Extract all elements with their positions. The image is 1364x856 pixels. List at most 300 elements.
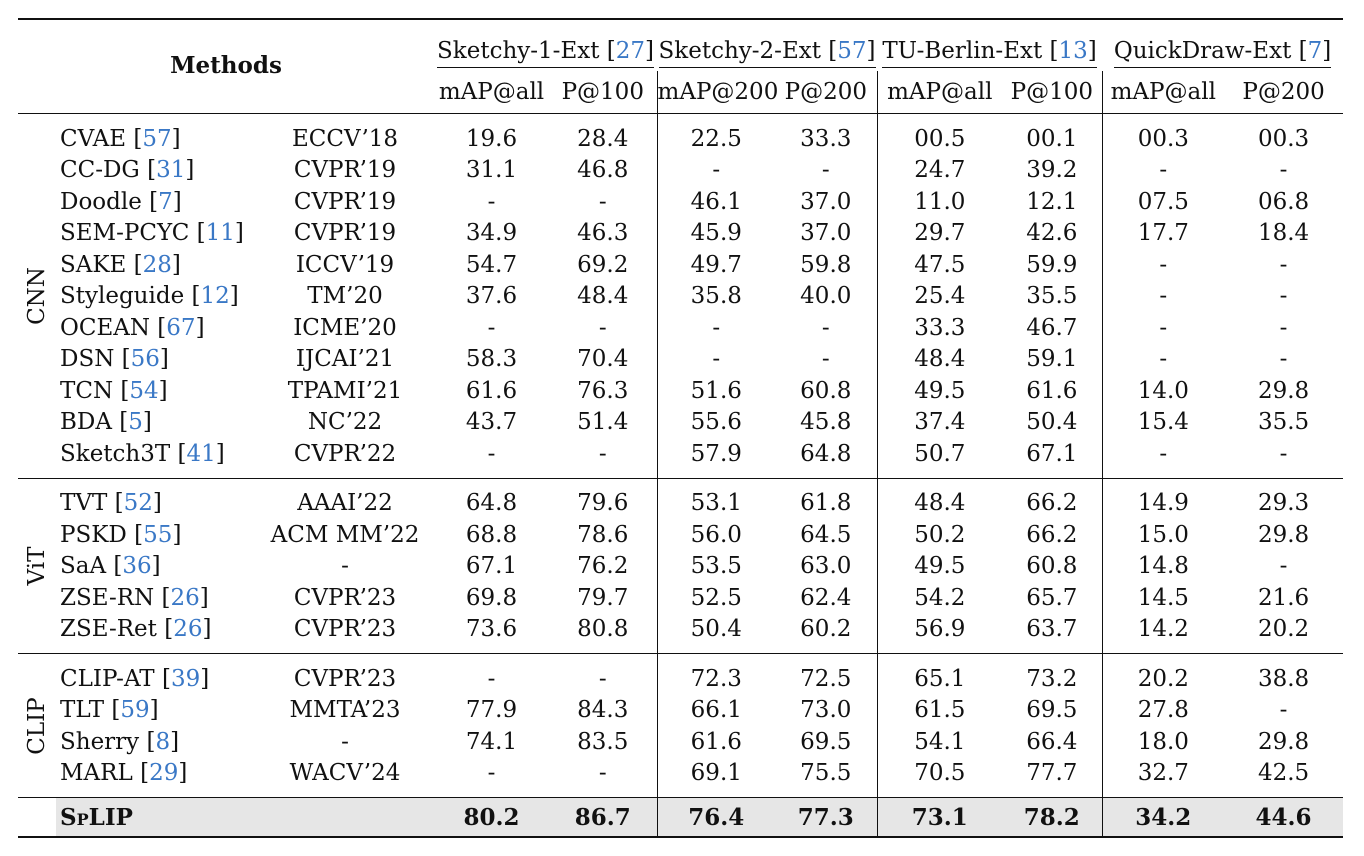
- metric-value: 48.4: [877, 478, 1002, 519]
- metric-value: 42.6: [1026, 220, 1078, 247]
- venue: CVPR’19: [293, 157, 397, 184]
- metric-value: 69.8: [465, 584, 518, 611]
- metric-value: 55.6: [657, 407, 775, 439]
- table-row: [18, 407, 1343, 439]
- metric-value: 17.7: [1102, 218, 1224, 250]
- metric-value: 35.5: [1026, 283, 1078, 310]
- method-name: Sherry: [60, 728, 140, 755]
- method-name: ZSE-Ret: [60, 616, 157, 643]
- metric-value: 78.2: [1002, 798, 1102, 838]
- metric-value: 73.1: [877, 798, 1002, 838]
- metric-value: 67.1: [1026, 440, 1078, 467]
- metric-value: 73.2: [1026, 665, 1078, 692]
- final-row: [18, 798, 1343, 838]
- method-name-cell: BDA [5]: [60, 409, 152, 436]
- citation: 55: [143, 521, 173, 548]
- table-row: [18, 344, 1343, 376]
- method-name: SAKE: [60, 251, 127, 278]
- metric-value: 65.7: [1026, 584, 1078, 611]
- method-name-cell: [56, 798, 256, 838]
- metric-value: 22.5: [657, 114, 775, 155]
- venue: ECCV’18: [292, 125, 399, 152]
- table-row: [18, 375, 1343, 407]
- metric-header: mAP@all: [438, 79, 545, 105]
- venue: CVPR’19: [293, 188, 397, 215]
- metric-value: 19.6: [465, 125, 518, 152]
- metric-value: 54.2: [877, 582, 1002, 614]
- metric-value: -: [1102, 249, 1224, 281]
- method-name-cell: TCN [54]: [60, 377, 168, 404]
- metric-value: 18.0: [1102, 726, 1224, 758]
- method-name-cell: OCEAN [67]: [60, 314, 205, 341]
- method-name-cell: DSN [56]: [60, 346, 169, 373]
- method-name-cell: CVAE [57]: [60, 125, 181, 152]
- metric-value: 69.5: [800, 728, 852, 755]
- metric-value: 14.8: [1102, 551, 1224, 583]
- metric-value: 73.6: [465, 616, 518, 643]
- metric-value: 42.5: [1257, 760, 1310, 787]
- citation: 52: [123, 490, 153, 517]
- metric-value: 34.2: [1102, 798, 1224, 838]
- metric-value: 75.5: [800, 760, 852, 787]
- citation: 39: [170, 665, 201, 692]
- citation: 13: [1058, 38, 1088, 64]
- metric-value: -: [1102, 344, 1224, 376]
- method-name: Doodle: [60, 188, 142, 215]
- metric-value: 37.0: [800, 188, 852, 215]
- metric-header: P@100: [561, 79, 644, 105]
- method-name-cell: TLT [59]: [60, 697, 159, 724]
- metric-value: 33.3: [877, 312, 1002, 344]
- metric-value: 60.8: [800, 377, 852, 404]
- citation: 26: [173, 616, 203, 643]
- metric-value: 00.5: [877, 114, 1002, 155]
- venue: IJCAI’21: [295, 346, 395, 373]
- dataset-name: TU-Berlin-Ext: [882, 38, 1043, 64]
- metric-value: 79.7: [577, 584, 629, 611]
- metric-value: 66.4: [1026, 728, 1078, 755]
- metric-value: 66.2: [1026, 521, 1078, 548]
- table-row: [18, 249, 1343, 281]
- metric-value: 59.8: [800, 251, 852, 278]
- metric-header: P@200: [784, 79, 867, 105]
- citation: 26: [170, 584, 200, 611]
- citation: 7: [158, 188, 173, 215]
- group-label: ViT: [24, 546, 50, 586]
- metric-value: 54.1: [877, 726, 1002, 758]
- metric-value: 06.8: [1257, 188, 1310, 215]
- table-row: [18, 654, 1343, 695]
- metric-value: 54.7: [465, 251, 518, 278]
- metric-value: 29.7: [877, 218, 1002, 250]
- metric-value: -: [1279, 283, 1288, 310]
- metric-value: -: [1279, 346, 1288, 373]
- metric-value: 29.3: [1257, 490, 1310, 517]
- metric-value: 66.1: [657, 695, 775, 727]
- metric-value: 70.4: [577, 346, 629, 373]
- metric-value: 00.3: [1102, 114, 1224, 155]
- citation: 12: [200, 283, 230, 310]
- metric-value: 47.5: [877, 249, 1002, 281]
- metric-value: -: [1102, 155, 1224, 187]
- metric-value: -: [821, 314, 830, 341]
- metric-value: 56.9: [877, 614, 1002, 654]
- table-row: [18, 614, 1343, 654]
- group-label: CLIP: [24, 696, 50, 755]
- metric-value: 53.5: [657, 551, 775, 583]
- method-name: CVAE: [60, 125, 127, 152]
- citation: 56: [130, 346, 160, 373]
- method-name: BDA: [60, 409, 112, 436]
- table-row: [18, 438, 1343, 478]
- metric-value: -: [487, 665, 496, 692]
- table-row: [18, 695, 1343, 727]
- method-name: OCEAN: [60, 314, 150, 341]
- citation: 67: [166, 314, 196, 341]
- metric-value: 12.1: [1026, 188, 1078, 215]
- method-name-cell: SEM-PCYC [11]: [60, 220, 244, 247]
- citation: 27: [615, 38, 646, 64]
- metric-header: P@100: [1010, 79, 1093, 105]
- metric-value: 45.8: [800, 409, 852, 436]
- metric-value: 83.5: [577, 728, 629, 755]
- metric-value: 29.8: [1257, 728, 1310, 755]
- dataset-header: TU-Berlin-Ext [13]: [877, 19, 1102, 71]
- metric-value: 51.6: [657, 375, 775, 407]
- metric-value: 37.6: [465, 283, 518, 310]
- metric-value: 48.4: [577, 283, 629, 310]
- metric-value: 52.5: [657, 582, 775, 614]
- method-name: Sketch3T: [60, 440, 171, 467]
- dataset-name: QuickDraw-Ext: [1113, 38, 1292, 64]
- citation: 57: [837, 38, 867, 64]
- metric-value: 76.4: [657, 798, 775, 838]
- metric-value: 11.0: [877, 186, 1002, 218]
- table-row: [18, 551, 1343, 583]
- group-label-cell: [18, 798, 56, 838]
- metric-header: mAP@all: [877, 71, 1002, 114]
- metric-value: 46.7: [1026, 314, 1078, 341]
- metric-value: 46.1: [657, 186, 775, 218]
- method-name-cell: Styleguide [12]: [60, 283, 239, 310]
- metric-value: 72.3: [657, 654, 775, 695]
- dataset-header: Sketchy-2-Ext [57]: [657, 19, 877, 71]
- dataset-header: Sketchy-1-Ext [27]: [434, 19, 657, 71]
- venue: AAAI’22: [297, 490, 393, 517]
- table-row: [18, 478, 1343, 519]
- metric-value: -: [1102, 281, 1224, 313]
- metric-value: 48.4: [877, 344, 1002, 376]
- metric-value: 20.2: [1257, 616, 1310, 643]
- metric-value: 62.4: [800, 584, 852, 611]
- metric-value: 61.6: [657, 726, 775, 758]
- citation: 41: [186, 440, 216, 467]
- metric-value: 28.4: [577, 125, 629, 152]
- table-row: [18, 218, 1343, 250]
- method-name-cell: SAKE [28]: [60, 251, 181, 278]
- metric-header: mAP@all: [1102, 71, 1224, 114]
- metric-value: 66.2: [1026, 490, 1078, 517]
- metric-value: 84.3: [577, 697, 629, 724]
- metric-value: 61.6: [465, 377, 518, 404]
- metric-value: -: [598, 314, 607, 341]
- metric-value: -: [487, 188, 496, 215]
- method-name: TVT: [60, 490, 108, 517]
- table-row: [18, 281, 1343, 313]
- metric-value: 59.1: [1026, 346, 1078, 373]
- method-name: TCN: [60, 377, 114, 404]
- metric-value: 43.7: [465, 409, 518, 436]
- method-name: DSN: [60, 346, 115, 373]
- method-name-cell: Doodle [7]: [60, 188, 182, 215]
- method-name: PSKD: [60, 521, 127, 548]
- venue: CVPR’23: [293, 665, 397, 692]
- metric-value: 68.8: [465, 521, 518, 548]
- method-name: MARL: [60, 760, 133, 787]
- table-row: [18, 312, 1343, 344]
- metric-value: 49.5: [877, 375, 1002, 407]
- metric-value: 14.5: [1102, 582, 1224, 614]
- method-name: SEM-PCYC: [60, 220, 190, 247]
- metric-value: 35.5: [1257, 409, 1310, 436]
- venue: ICCV’19: [295, 251, 395, 278]
- metric-value: 50.7: [877, 438, 1002, 478]
- method-name: TLT: [60, 697, 105, 724]
- metric-value: -: [487, 760, 496, 787]
- metric-value: 76.2: [577, 553, 629, 580]
- metric-value: -: [598, 665, 607, 692]
- citation: 11: [205, 220, 235, 247]
- venue: -: [341, 728, 349, 755]
- metric-value: 21.6: [1257, 584, 1310, 611]
- citation: 5: [128, 409, 143, 436]
- venue: CVPR’22: [293, 440, 397, 467]
- method-name-cell: MARL [29]: [60, 760, 188, 787]
- citation: 59: [120, 697, 150, 724]
- metric-value: 67.1: [465, 553, 518, 580]
- metric-value: 69.1: [657, 758, 775, 798]
- venue: ACM MM’22: [270, 521, 420, 548]
- metric-value: 39.2: [1026, 157, 1078, 184]
- group-label-cell: [18, 478, 56, 654]
- metric-value: -: [1279, 440, 1288, 467]
- metric-header: P@200: [1242, 79, 1325, 105]
- group-label-cell: [18, 654, 56, 798]
- metric-value: 14.2: [1102, 614, 1224, 654]
- metric-value: 34.9: [465, 220, 518, 247]
- metric-value: 24.7: [877, 155, 1002, 187]
- dataset-name: Sketchy-1-Ext: [437, 38, 600, 64]
- metric-value: 37.4: [877, 407, 1002, 439]
- metric-value: 77.7: [1026, 760, 1078, 787]
- metric-value: -: [657, 312, 775, 344]
- metric-value: -: [1102, 438, 1224, 478]
- metric-value: 15.4: [1102, 407, 1224, 439]
- table-row: [18, 155, 1343, 187]
- method-name: ZSE-RN: [60, 584, 155, 611]
- metric-value: -: [1279, 314, 1288, 341]
- metric-value: 61.8: [800, 490, 852, 517]
- metric-value: 63.0: [800, 553, 852, 580]
- metric-value: 20.2: [1102, 654, 1224, 695]
- venue: TPAMI’21: [287, 377, 403, 404]
- metric-value: 35.8: [657, 281, 775, 313]
- method-name-cell: PSKD [55]: [60, 521, 182, 548]
- venue: MMTA’23: [289, 697, 401, 724]
- metric-value: 29.8: [1257, 521, 1310, 548]
- metric-value: 14.0: [1102, 375, 1224, 407]
- metric-value: -: [657, 155, 775, 187]
- method-name-cell: CLIP-AT [39]: [60, 665, 210, 692]
- metric-value: -: [1279, 157, 1288, 184]
- metric-value: 78.6: [577, 521, 629, 548]
- metric-value: 69.2: [577, 251, 629, 278]
- metric-value: 61.6: [1026, 377, 1078, 404]
- citation: 54: [129, 377, 159, 404]
- metric-value: 50.4: [657, 614, 775, 654]
- metric-value: 27.8: [1102, 695, 1224, 727]
- method-name-cell: CC-DG [31]: [60, 157, 195, 184]
- metric-value: -: [1279, 553, 1288, 580]
- metric-value: -: [1102, 312, 1224, 344]
- group-label-cell: [18, 114, 56, 479]
- metric-value: 79.6: [577, 490, 629, 517]
- metric-value: -: [487, 314, 496, 341]
- metric-value: 74.1: [465, 728, 518, 755]
- table-row: [18, 186, 1343, 218]
- metric-value: 77.9: [465, 697, 518, 724]
- venue: TM’20: [307, 283, 383, 310]
- table-row: [18, 726, 1343, 758]
- metric-value: 38.8: [1257, 665, 1310, 692]
- metric-value: 77.3: [775, 798, 877, 838]
- metric-value: 60.8: [1026, 553, 1078, 580]
- method-name-cell: ZSE-RN [26]: [60, 584, 209, 611]
- metric-value: 80.2: [434, 798, 549, 838]
- metric-value: 73.0: [800, 697, 852, 724]
- metric-value: 50.2: [877, 519, 1002, 551]
- citation: 57: [142, 125, 172, 152]
- table-row: [18, 114, 1343, 155]
- metric-value: 65.1: [877, 654, 1002, 695]
- method-name-cell: TVT [52]: [60, 490, 162, 517]
- method-name-cell: ZSE-Ret [26]: [60, 616, 212, 643]
- metric-value: 70.5: [877, 758, 1002, 798]
- metric-value: 07.5: [1102, 186, 1224, 218]
- table-row: [18, 582, 1343, 614]
- metric-value: -: [821, 346, 830, 373]
- method-name-cell: SaA [36]: [60, 553, 161, 580]
- metric-value: 50.4: [1026, 409, 1078, 436]
- method-name: Styleguide: [60, 283, 185, 310]
- metric-value: -: [487, 440, 496, 467]
- metric-value: 49.5: [877, 551, 1002, 583]
- dataset-header: QuickDraw-Ext [7]: [1102, 19, 1343, 71]
- metric-value: 51.4: [577, 409, 629, 436]
- metric-value: -: [598, 188, 607, 215]
- citation: 29: [149, 760, 179, 787]
- metric-value: 15.0: [1102, 519, 1224, 551]
- metric-value: 57.9: [657, 438, 775, 478]
- metric-value: 45.9: [657, 218, 775, 250]
- results-table: [18, 18, 1343, 838]
- metric-value: 00.1: [1026, 125, 1078, 152]
- venue: CVPR’19: [293, 220, 397, 247]
- metric-value: -: [598, 760, 607, 787]
- metric-value: 86.7: [549, 798, 657, 838]
- metric-value: 64.8: [800, 440, 852, 467]
- venue: NC’22: [307, 409, 383, 436]
- metric-value: -: [1279, 251, 1288, 278]
- metric-value: 44.6: [1224, 798, 1343, 838]
- metric-value: 33.3: [800, 125, 852, 152]
- venue: [256, 798, 434, 838]
- table-row: [18, 758, 1343, 798]
- method-name-cell: Sketch3T [41]: [60, 440, 225, 467]
- table-row: [18, 519, 1343, 551]
- metric-value: 46.8: [577, 157, 629, 184]
- metric-value: 46.3: [577, 220, 629, 247]
- metric-header: mAP@200: [657, 71, 775, 114]
- citation: 28: [142, 251, 172, 278]
- dataset-name: Sketchy-2-Ext: [658, 38, 821, 64]
- venue: -: [341, 553, 349, 580]
- citation: 36: [122, 553, 152, 580]
- method-name-cell: Sherry [8]: [60, 728, 180, 755]
- metric-value: 53.1: [657, 478, 775, 519]
- venue: CVPR’23: [293, 584, 397, 611]
- metric-value: 49.7: [657, 249, 775, 281]
- metric-value: 25.4: [877, 281, 1002, 313]
- metric-value: 18.4: [1257, 220, 1310, 247]
- metric-value: 00.3: [1257, 125, 1310, 152]
- metric-value: 58.3: [465, 346, 518, 373]
- methods-header: Methods: [170, 51, 282, 79]
- citation: 8: [155, 728, 171, 755]
- metric-value: 60.2: [800, 616, 852, 643]
- metric-value: -: [1279, 697, 1288, 724]
- metric-value: 56.0: [657, 519, 775, 551]
- method-name: SaA: [60, 553, 107, 580]
- metric-value: 76.3: [577, 377, 629, 404]
- metric-value: 64.5: [800, 521, 852, 548]
- metric-value: 59.9: [1026, 251, 1078, 278]
- metric-value: 61.5: [877, 695, 1002, 727]
- citation: 7: [1307, 38, 1323, 64]
- metric-value: 31.1: [465, 157, 518, 184]
- venue: CVPR’23: [293, 616, 397, 643]
- metric-value: -: [598, 440, 607, 467]
- method-name: CC-DG: [60, 157, 140, 184]
- metric-value: -: [657, 344, 775, 376]
- metric-value: 63.7: [1026, 616, 1078, 643]
- metric-value: 14.9: [1102, 478, 1224, 519]
- venue: WACV’24: [289, 760, 401, 787]
- citation: 31: [156, 157, 186, 184]
- metric-value: -: [821, 157, 830, 184]
- method-name: CLIP-AT: [60, 665, 155, 692]
- group-label: CNN: [24, 266, 50, 325]
- metric-value: 72.5: [800, 665, 852, 692]
- metric-value: 29.8: [1257, 377, 1310, 404]
- metric-value: 80.8: [577, 616, 629, 643]
- metric-value: 32.7: [1102, 758, 1224, 798]
- header-row-datasets: [18, 19, 1343, 71]
- venue: ICME’20: [293, 314, 397, 341]
- results-table-container: [18, 18, 1343, 838]
- metric-value: 69.5: [1026, 697, 1078, 724]
- method-name: SpLIP: [60, 803, 133, 831]
